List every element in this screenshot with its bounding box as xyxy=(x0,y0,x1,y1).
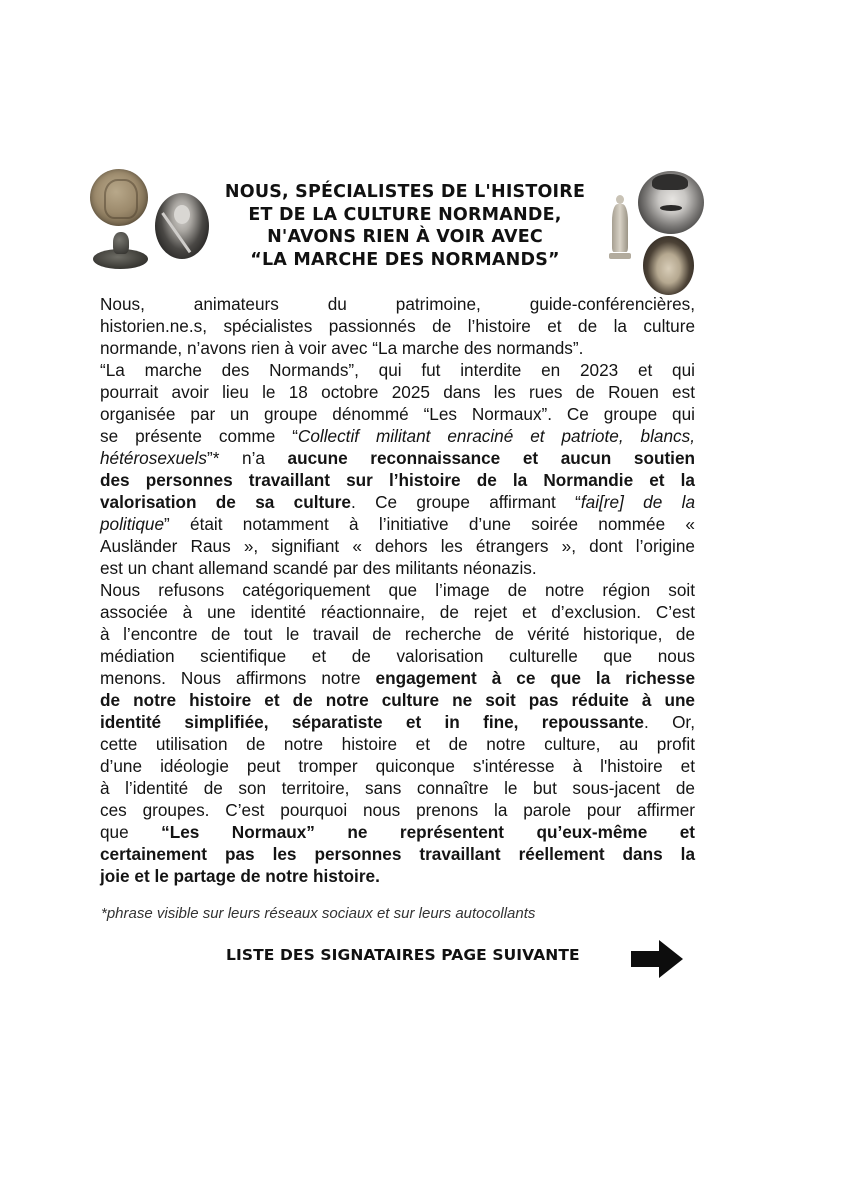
bold-text: des personnes travaillant sur l’histoire de la Normandie et la xyxy=(100,470,695,490)
text-run: ” était notamment à l’initiative d’une soirée nommée « xyxy=(164,514,695,534)
bold-text: aucune reconnaissance et aucun soutien xyxy=(287,448,696,468)
body-line xyxy=(100,337,695,359)
text-run: cette utilisation de notre histoire et de notre culture, au profit xyxy=(100,734,695,754)
page-title xyxy=(200,181,610,271)
body-line xyxy=(100,579,695,601)
body-line xyxy=(100,777,695,799)
text-run: . Ce groupe affirmant “ xyxy=(350,492,581,512)
woman-portrait-image xyxy=(643,236,694,295)
text-run: pourrait avoir lieu le 18 octobre 2025 dans les rues de Rouen est xyxy=(100,382,695,402)
body-line xyxy=(100,513,695,535)
next-page-label: LISTE DES SIGNATAIRES PAGE SUIVANTE xyxy=(226,946,580,964)
body-line xyxy=(100,293,695,315)
body-line xyxy=(100,425,695,447)
body-line xyxy=(100,755,695,777)
italic-text: Collectif militant enraciné et patriote, blancs, xyxy=(297,426,695,446)
arrow-right-icon[interactable] xyxy=(631,940,683,978)
text-run: à l’encontre de tout le travail de recherche de vérité historique, de xyxy=(100,624,695,644)
title-line: “LA MARCHE DES NORMANDS” xyxy=(250,249,560,270)
body-line xyxy=(100,799,695,821)
text-run: organisée par un groupe dénommé “Les Normaux”. Ce groupe qui xyxy=(100,404,695,424)
body-line xyxy=(100,381,695,403)
text-run: ces groupes. C’est pourquoi nous prenons la parole pour affirmer xyxy=(100,800,695,820)
text-run: Nous refusons catégoriquement que l’image de notre région soit xyxy=(100,580,695,600)
statue-head xyxy=(616,195,624,204)
bold-text: “Les Normaux” ne représentent qu’eux-même et xyxy=(161,822,695,842)
body-line xyxy=(100,865,695,887)
body-line xyxy=(100,557,695,579)
bold-text: de notre histoire et de notre culture ne soit pas réduite à une xyxy=(100,690,695,710)
italic-text: politique xyxy=(100,514,165,534)
body-line xyxy=(100,315,695,337)
text-run: Ausländer Raus », signifiant « dehors les étrangers », dont l’origine xyxy=(100,536,695,556)
man-portrait-image xyxy=(638,171,704,234)
body-line xyxy=(100,359,695,381)
body-line xyxy=(100,469,695,491)
text-run: d’une idéologie peut tromper quiconque s'intéresse à l'histoire et xyxy=(100,756,695,776)
statue-body xyxy=(612,204,628,252)
statue-plinth xyxy=(609,253,631,259)
statement-body xyxy=(100,293,695,887)
title-line: NOUS, SPÉCIALISTES DE L'HISTOIRE xyxy=(224,182,586,202)
body-line xyxy=(100,689,695,711)
bronze-object-image xyxy=(93,232,148,269)
text-run: historien.ne.s, spécialistes passionnés de l’histoire et de la culture xyxy=(100,316,695,336)
body-line xyxy=(100,447,695,469)
body-line xyxy=(100,623,695,645)
body-line xyxy=(100,733,695,755)
text-run: “La marche des Normands”, qui fut interdite en 2023 et qui xyxy=(100,360,695,380)
bold-text: engagement à ce que la richesse xyxy=(375,668,696,688)
bold-text: identité simplifiée, séparatiste et in fine, repoussante xyxy=(100,712,644,732)
italic-text: fai[re] de la xyxy=(580,492,696,512)
title-line: ET DE LA CULTURE NORMANDE, xyxy=(248,204,562,225)
footnote: *phrase visible sur leurs réseaux sociaux et sur leurs autocollants xyxy=(101,905,536,922)
body-line xyxy=(100,645,695,667)
body-line xyxy=(100,843,695,865)
bold-text: joie et le partage de notre histoire. xyxy=(100,866,380,886)
text-run: ”* n’a xyxy=(207,448,288,468)
body-line xyxy=(100,535,695,557)
bold-text: certainement pas les personnes travaillant réellement dans la xyxy=(100,844,695,864)
text-run: est un chant allemand scandé par des militants néonazis. xyxy=(100,558,537,578)
body-line xyxy=(100,491,695,513)
statue-image xyxy=(608,195,632,259)
medieval-seal-image xyxy=(90,169,148,226)
text-run: médiation scientifique et de valorisation culturelle que nous xyxy=(100,646,695,666)
text-run: Nous, animateurs du patrimoine, guide-conférencières, xyxy=(100,294,695,314)
text-run: menons. Nous affirmons notre xyxy=(100,668,376,688)
text-run: se présente comme “ xyxy=(100,426,298,446)
text-run: normande, n’avons rien à voir avec “La marche des normands”. xyxy=(100,338,584,358)
bronze-figure xyxy=(113,232,129,254)
text-run: à l’identité de son territoire, sans connaître le but sous-jacent de xyxy=(100,778,695,798)
body-line xyxy=(100,667,695,689)
text-run: que xyxy=(100,822,162,842)
body-line xyxy=(100,711,695,733)
body-line xyxy=(100,601,695,623)
title-line: N'AVONS RIEN À VOIR AVEC xyxy=(267,227,543,247)
body-line xyxy=(100,821,695,843)
text-run: . Or, xyxy=(643,712,695,732)
italic-text: hétérosexuels xyxy=(100,448,208,468)
bold-text: valorisation de sa culture xyxy=(100,492,351,512)
text-run: associée à une identité réactionnaire, de rejet et d’exclusion. C’est xyxy=(100,602,695,622)
body-line xyxy=(100,403,695,425)
